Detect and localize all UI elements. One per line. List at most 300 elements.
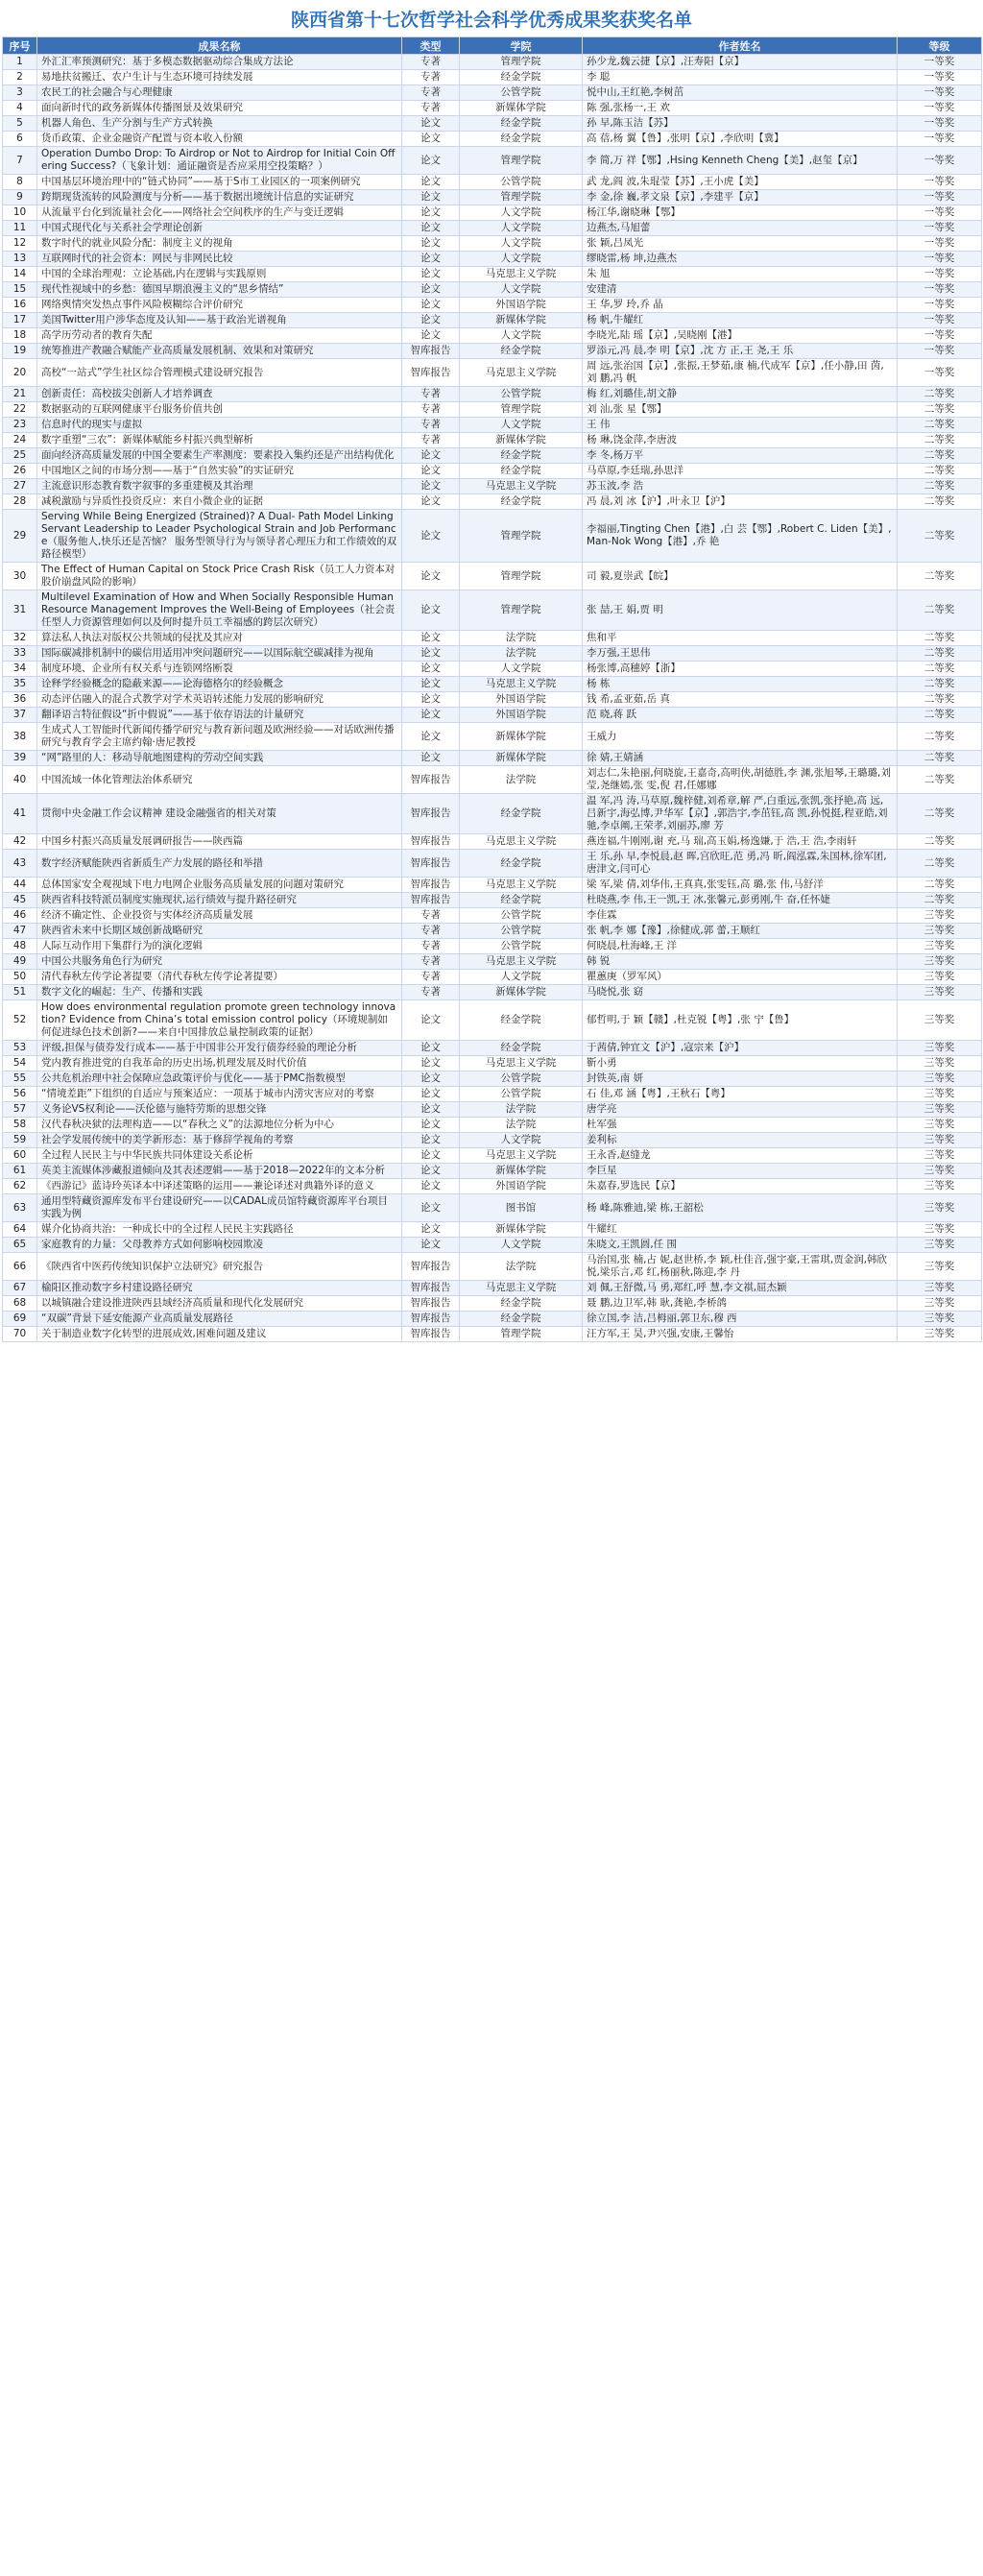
table-row: [3, 252, 982, 267]
cell-college: 人文学院: [460, 1133, 583, 1148]
cell-authors: 李 冬,杨万平: [583, 448, 898, 464]
cell-level: 二等奖: [898, 387, 982, 402]
cell-type: 论文: [402, 298, 460, 313]
cell-index: 33: [3, 646, 37, 662]
cell-title: “网”路里的人：移动导航地图建构的劳动空间实践: [37, 751, 402, 766]
cell-level: 一等奖: [898, 85, 982, 101]
table-row: [3, 1253, 982, 1281]
table-row: [3, 298, 982, 313]
cell-type: 论文: [402, 662, 460, 677]
cell-type: 论文: [402, 510, 460, 563]
table-row: [3, 1133, 982, 1148]
cell-type: 论文: [402, 1071, 460, 1087]
cell-authors: 张 帆,李 娜【豫】,徐健成,郭 蕾,王顺红: [583, 924, 898, 939]
cell-type: 论文: [402, 751, 460, 766]
header-level: 等级: [898, 37, 982, 55]
cell-authors: 靳小勇: [583, 1056, 898, 1071]
table-row: [3, 692, 982, 708]
cell-level: 一等奖: [898, 116, 982, 132]
cell-title: 创新责任：高校拔尖创新人才培养调查: [37, 387, 402, 402]
cell-authors: 何晓晨,杜海峰,王 洋: [583, 939, 898, 954]
cell-authors: 杨 帆,牛耀红: [583, 313, 898, 328]
table-row: [3, 236, 982, 252]
cell-authors: 焦和平: [583, 631, 898, 646]
cell-title: 党内教育推进党的自我革命的历史出场,机理发展及时代价值: [37, 1056, 402, 1071]
cell-level: 三等奖: [898, 1087, 982, 1102]
cell-index: 29: [3, 510, 37, 563]
cell-authors: 王 乐,孙 早,李悦晨,赵 晖,宫欣旺,范 勇,冯 昕,阎泓霖,朱国林,徐军团,唐津文,闫可心: [583, 850, 898, 878]
table-row: [3, 850, 982, 878]
cell-index: 24: [3, 433, 37, 448]
cell-authors: 马草原,李廷瑞,孙思洋: [583, 464, 898, 479]
cell-index: 25: [3, 448, 37, 464]
cell-type: 论文: [402, 1041, 460, 1056]
cell-title: 《陕西省中医药传统知识保护立法研究》研究报告: [37, 1253, 402, 1281]
cell-authors: 杨 琳,饶金萍,李唐波: [583, 433, 898, 448]
cell-college: 新媒体学院: [460, 101, 583, 116]
cell-college: 马克思主义学院: [460, 878, 583, 893]
cell-college: 马克思主义学院: [460, 479, 583, 494]
cell-index: 7: [3, 147, 37, 175]
cell-title: 高学历劳动者的教育失配: [37, 328, 402, 344]
cell-type: 专著: [402, 908, 460, 924]
cell-authors: 唐学亮: [583, 1102, 898, 1118]
table-row: [3, 433, 982, 448]
cell-title: 义务论VS权利论——沃伦德与施特劳斯的思想交锋: [37, 1102, 402, 1118]
cell-level: 一等奖: [898, 359, 982, 387]
cell-college: 人文学院: [460, 662, 583, 677]
cell-type: 智库报告: [402, 1253, 460, 1281]
cell-college: 新媒体学院: [460, 723, 583, 751]
cell-authors: 姜利标: [583, 1133, 898, 1148]
cell-type: 论文: [402, 282, 460, 298]
cell-type: 论文: [402, 132, 460, 147]
cell-authors: 王永香,赵缝龙: [583, 1148, 898, 1164]
cell-college: 经金学院: [460, 116, 583, 132]
table-row: [3, 590, 982, 631]
cell-index: 23: [3, 418, 37, 433]
table-row: [3, 282, 982, 298]
cell-authors: 李 金,徐 巍,孝文泉【京】,李建平【京】: [583, 190, 898, 205]
cell-type: 论文: [402, 1102, 460, 1118]
cell-title: 数字文化的崛起：生产、传播和实践: [37, 985, 402, 1000]
cell-level: 三等奖: [898, 970, 982, 985]
cell-level: 二等奖: [898, 510, 982, 563]
cell-level: 三等奖: [898, 1253, 982, 1281]
cell-title: 评级,担保与债券发行成本——基于中国非公开发行债券经验的理论分析: [37, 1041, 402, 1056]
cell-index: 22: [3, 402, 37, 418]
cell-level: 二等奖: [898, 464, 982, 479]
cell-college: 经金学院: [460, 70, 583, 85]
cell-college: 公管学院: [460, 1087, 583, 1102]
cell-authors: 苏玉波,李 浩: [583, 479, 898, 494]
cell-index: 67: [3, 1281, 37, 1296]
cell-college: 人文学院: [460, 221, 583, 236]
cell-title: 信息时代的现实与虚拟: [37, 418, 402, 433]
cell-type: 专著: [402, 939, 460, 954]
cell-level: 二等奖: [898, 834, 982, 850]
cell-authors: 杨 峰,陈雅迪,梁 栋,王韶松: [583, 1194, 898, 1222]
cell-college: 管理学院: [460, 1327, 583, 1342]
cell-level: 二等奖: [898, 878, 982, 893]
cell-college: 管理学院: [460, 563, 583, 590]
cell-index: 13: [3, 252, 37, 267]
cell-level: 三等奖: [898, 1118, 982, 1133]
cell-level: 一等奖: [898, 190, 982, 205]
cell-level: 三等奖: [898, 1000, 982, 1041]
cell-level: 三等奖: [898, 1281, 982, 1296]
cell-title: 陕西省未来中长期区域创新战略研究: [37, 924, 402, 939]
cell-college: 公管学院: [460, 939, 583, 954]
cell-level: 三等奖: [898, 1238, 982, 1253]
cell-index: 16: [3, 298, 37, 313]
table-row: [3, 751, 982, 766]
cell-authors: 石 佳,邓 涵【粤】,王秋石【粤】: [583, 1087, 898, 1102]
cell-level: 一等奖: [898, 101, 982, 116]
cell-type: 智库报告: [402, 1296, 460, 1312]
cell-title: 数据驱动的互联网健康平台服务价值共创: [37, 402, 402, 418]
table-row: [3, 1194, 982, 1222]
table-row: [3, 85, 982, 101]
table-row: [3, 970, 982, 985]
cell-authors: 安建清: [583, 282, 898, 298]
cell-level: 二等奖: [898, 418, 982, 433]
cell-index: 39: [3, 751, 37, 766]
cell-authors: 杨江华,谢晓琳【鄂】: [583, 205, 898, 221]
cell-level: 三等奖: [898, 924, 982, 939]
cell-level: 三等奖: [898, 1133, 982, 1148]
cell-college: 人文学院: [460, 236, 583, 252]
cell-index: 60: [3, 1148, 37, 1164]
cell-authors: 张 喆,王 娟,贾 明: [583, 590, 898, 631]
cell-type: 专著: [402, 924, 460, 939]
table-row: [3, 834, 982, 850]
cell-college: 马克思主义学院: [460, 677, 583, 692]
cell-college: 经金学院: [460, 464, 583, 479]
cell-authors: 刘志仁,朱艳丽,何晓旋,王嘉奇,高明侠,胡德胜,李 渊,张旭琴,王璐璐,刘 莹,尧继嫣,张 雯,倪 君,任娜娜: [583, 766, 898, 794]
cell-authors: 杜晓燕,李 伟,王一凯,王 冰,张馨元,彭勇刚,牛 奋,任怀婕: [583, 893, 898, 908]
cell-college: 马克思主义学院: [460, 267, 583, 282]
cell-title: 易地扶贫搬迁、农户生计与生态环境可持续发展: [37, 70, 402, 85]
table-row: [3, 893, 982, 908]
cell-index: 31: [3, 590, 37, 631]
cell-index: 55: [3, 1071, 37, 1087]
cell-title: The Effect of Human Capital on Stock Price Crash Risk（员工人力资本对股价崩盘风险的影响）: [37, 563, 402, 590]
cell-title: “情境差距”下组织的自适应与预案适应：一项基于城市内涝灾害应对的考察: [37, 1087, 402, 1102]
cell-title: “双碳”背景下延安能源产业高质量发展路径: [37, 1312, 402, 1327]
cell-index: 68: [3, 1296, 37, 1312]
cell-level: 一等奖: [898, 221, 982, 236]
cell-level: 一等奖: [898, 344, 982, 359]
cell-authors: 徐 婧,王婧涵: [583, 751, 898, 766]
cell-type: 论文: [402, 1164, 460, 1179]
cell-index: 52: [3, 1000, 37, 1041]
cell-authors: 李 简,万 祥【鄂】,Hsing Kenneth Cheng【美】,赵玺【京】: [583, 147, 898, 175]
cell-title: 公共危机治理中社会保障应急政策评价与优化——基于PMC指数模型: [37, 1071, 402, 1087]
cell-title: 中国公共服务角色行为研究: [37, 954, 402, 970]
cell-college: 法学院: [460, 766, 583, 794]
cell-type: 专著: [402, 970, 460, 985]
cell-title: 跨期现货流转的风险测度与分析——基于数据出境统计信息的实证研究: [37, 190, 402, 205]
cell-authors: 刘 汕,张 星【鄂】: [583, 402, 898, 418]
cell-authors: 梅 红,刘璐佳,胡文静: [583, 387, 898, 402]
table-row: [3, 1071, 982, 1087]
table-header-row: [3, 37, 982, 55]
cell-authors: 高 蓓,杨 翼【鲁】,张明【京】,李欣明【冀】: [583, 132, 898, 147]
table-row: [3, 1056, 982, 1071]
cell-college: 法学院: [460, 1118, 583, 1133]
cell-authors: 徐立国,李 洁,吕栂丽,郭卫东,穆 西: [583, 1312, 898, 1327]
cell-college: 新媒体学院: [460, 751, 583, 766]
cell-college: 公管学院: [460, 908, 583, 924]
cell-index: 8: [3, 175, 37, 190]
cell-type: 论文: [402, 252, 460, 267]
cell-authors: 燕连福,牛刚刚,谢 充,马 瑞,高玉娟,杨逸嫌,于 浩,王 浩,李雨轩: [583, 834, 898, 850]
cell-type: 智库报告: [402, 344, 460, 359]
cell-level: 二等奖: [898, 708, 982, 723]
cell-index: 27: [3, 479, 37, 494]
cell-index: 6: [3, 132, 37, 147]
table-row: [3, 924, 982, 939]
cell-type: 论文: [402, 708, 460, 723]
cell-college: 人文学院: [460, 205, 583, 221]
cell-index: 1: [3, 55, 37, 70]
table-row: [3, 267, 982, 282]
cell-authors: 李万强,王思伟: [583, 646, 898, 662]
cell-type: 论文: [402, 464, 460, 479]
cell-authors: 牛耀红: [583, 1222, 898, 1238]
cell-type: 论文: [402, 723, 460, 751]
cell-college: 人文学院: [460, 418, 583, 433]
cell-index: 42: [3, 834, 37, 850]
table-row: [3, 328, 982, 344]
cell-college: 外国语学院: [460, 692, 583, 708]
cell-title: 人际互动作用下集群行为的演化逻辑: [37, 939, 402, 954]
cell-title: 以城镇融合建设推进陕西县域经济高质量和现代化发展研究: [37, 1296, 402, 1312]
cell-index: 9: [3, 190, 37, 205]
cell-authors: 边燕杰,马旭蕾: [583, 221, 898, 236]
cell-index: 66: [3, 1253, 37, 1281]
cell-title: 制度环境、企业所有权关系与连锁网络断裂: [37, 662, 402, 677]
cell-authors: 于茜倩,钟宜文【沪】,寇宗来【沪】: [583, 1041, 898, 1056]
cell-index: 17: [3, 313, 37, 328]
table-row: [3, 479, 982, 494]
cell-title: 通用型特藏资源库发布平台建设研究——以CADAL成员馆特藏资源库平台项目实践为例: [37, 1194, 402, 1222]
cell-level: 三等奖: [898, 1041, 982, 1056]
cell-index: 20: [3, 359, 37, 387]
cell-authors: 司 毅,夏崇武【皖】: [583, 563, 898, 590]
cell-authors: 罗添元,冯 晨,李 明【京】,沈 方 正,王 尧,王 乐: [583, 344, 898, 359]
cell-college: 新媒体学院: [460, 313, 583, 328]
cell-index: 54: [3, 1056, 37, 1071]
cell-type: 论文: [402, 590, 460, 631]
cell-college: 马克思主义学院: [460, 1281, 583, 1296]
cell-college: 新媒体学院: [460, 433, 583, 448]
cell-title: 诠释学经验概念的隐蔽来源——论海德格尔的经验概念: [37, 677, 402, 692]
cell-title: 总体国家安全观视域下电力电网企业服务高质量发展的问题对策研究: [37, 878, 402, 893]
cell-index: 62: [3, 1179, 37, 1194]
cell-title: 现代性视域中的乡愁：德国早期浪漫主义的“思乡情结”: [37, 282, 402, 298]
cell-level: 一等奖: [898, 236, 982, 252]
cell-authors: 张 颖,吕凤光: [583, 236, 898, 252]
cell-title: Serving While Being Energized (Strained)? A Dual- Path Model Linking Servant Leadership to Leader Psychological Strain and Job Performance（服务他人,快乐还是苦恼？ 服务型领导行为与领导者心理压力和工作绩效的双路径模型）: [37, 510, 402, 563]
cell-college: 法学院: [460, 631, 583, 646]
cell-type: 论文: [402, 1238, 460, 1253]
cell-level: 二等奖: [898, 494, 982, 510]
cell-type: 论文: [402, 1148, 460, 1164]
cell-level: 二等奖: [898, 402, 982, 418]
cell-college: 新媒体学院: [460, 1222, 583, 1238]
cell-index: 53: [3, 1041, 37, 1056]
table-row: [3, 985, 982, 1000]
cell-title: 经济不确定性、企业投资与实体经济高质量发展: [37, 908, 402, 924]
cell-index: 40: [3, 766, 37, 794]
cell-level: 二等奖: [898, 850, 982, 878]
cell-level: 二等奖: [898, 692, 982, 708]
header-college: 学院: [460, 37, 583, 55]
cell-college: 外国语学院: [460, 708, 583, 723]
table-row: [3, 708, 982, 723]
cell-type: 论文: [402, 190, 460, 205]
awards-table: [2, 36, 982, 1342]
cell-college: 法学院: [460, 646, 583, 662]
cell-college: 人文学院: [460, 252, 583, 267]
cell-college: 管理学院: [460, 147, 583, 175]
cell-level: 三等奖: [898, 1222, 982, 1238]
cell-title: 美国Twitter用户涉华态度及认知——基于政治光谱视角: [37, 313, 402, 328]
cell-type: 智库报告: [402, 359, 460, 387]
header-index: 序号: [3, 37, 37, 55]
cell-title: 减税激励与异质性投资反应：来自小微企业的证据: [37, 494, 402, 510]
cell-authors: 李佳霖: [583, 908, 898, 924]
cell-level: 三等奖: [898, 1179, 982, 1194]
cell-index: 5: [3, 116, 37, 132]
cell-type: 论文: [402, 147, 460, 175]
cell-type: 论文: [402, 205, 460, 221]
cell-type: 论文: [402, 236, 460, 252]
cell-level: 一等奖: [898, 328, 982, 344]
cell-college: 人文学院: [460, 1238, 583, 1253]
cell-type: 论文: [402, 448, 460, 464]
table-row: [3, 205, 982, 221]
cell-college: 经金学院: [460, 850, 583, 878]
table-row: [3, 878, 982, 893]
cell-title: 数字时代的就业风险分配：制度主义的视角: [37, 236, 402, 252]
cell-index: 15: [3, 282, 37, 298]
cell-college: 外国语学院: [460, 298, 583, 313]
cell-level: 三等奖: [898, 908, 982, 924]
cell-title: 面向新时代的政务新媒体传播图景及效果研究: [37, 101, 402, 116]
cell-level: 三等奖: [898, 1312, 982, 1327]
cell-type: 专著: [402, 387, 460, 402]
table-row: [3, 1164, 982, 1179]
cell-title: 关于制造业数字化转型的进展成效,困难问题及建议: [37, 1327, 402, 1342]
cell-title: Operation Dumbo Drop: To Airdrop or Not to Airdrop for Initial Coin Offering Success?（飞象计划：通证融资是否应采用空投策略？）: [37, 147, 402, 175]
cell-index: 50: [3, 970, 37, 985]
cell-level: 二等奖: [898, 723, 982, 751]
cell-index: 70: [3, 1327, 37, 1342]
cell-type: 智库报告: [402, 794, 460, 834]
cell-level: 二等奖: [898, 662, 982, 677]
cell-college: 经金学院: [460, 1000, 583, 1041]
cell-type: 论文: [402, 692, 460, 708]
cell-level: 二等奖: [898, 751, 982, 766]
cell-index: 41: [3, 794, 37, 834]
cell-type: 论文: [402, 1133, 460, 1148]
cell-authors: 杨张博,高穗婷【浙】: [583, 662, 898, 677]
header-title: 成果名称: [37, 37, 402, 55]
page-title: 陕西省第十七次哲学社会科学优秀成果奖获奖名单: [290, 10, 692, 31]
cell-type: 智库报告: [402, 850, 460, 878]
cell-type: 论文: [402, 313, 460, 328]
cell-index: 69: [3, 1312, 37, 1327]
cell-level: 一等奖: [898, 70, 982, 85]
cell-title: 从流量平台化到流量社会化——网络社会空间秩序的生产与变迁逻辑: [37, 205, 402, 221]
cell-index: 64: [3, 1222, 37, 1238]
cell-authors: 封铁英,南 妍: [583, 1071, 898, 1087]
cell-title: 网络舆情突发热点事件风险模糊综合评价研究: [37, 298, 402, 313]
cell-type: 专著: [402, 101, 460, 116]
cell-level: 一等奖: [898, 147, 982, 175]
cell-title: 算法私人执法对版权公共领域的侵扰及其应对: [37, 631, 402, 646]
cell-title: 中国地区之间的市场分割——基于“自然实验”的实证研究: [37, 464, 402, 479]
table-row: [3, 1102, 982, 1118]
cell-level: 三等奖: [898, 1102, 982, 1118]
table-row: [3, 147, 982, 175]
cell-index: 59: [3, 1133, 37, 1148]
cell-title: 机器人角色、生产分割与生产方式转换: [37, 116, 402, 132]
table-row: [3, 1296, 982, 1312]
cell-title: 外汇汇率预测研究：基于多模态数据驱动综合集成方法论: [37, 55, 402, 70]
cell-title: 全过程人民民主与中华民族共同体建设关系论析: [37, 1148, 402, 1164]
cell-level: 二等奖: [898, 590, 982, 631]
cell-title: 中国式现代化与关系社会学理论创新: [37, 221, 402, 236]
cell-college: 公管学院: [460, 1071, 583, 1087]
cell-title: 动态评估融入的混合式教学对学术英语转述能力发展的影响研究: [37, 692, 402, 708]
table-row: [3, 954, 982, 970]
cell-index: 14: [3, 267, 37, 282]
cell-index: 3: [3, 85, 37, 101]
cell-college: 人文学院: [460, 328, 583, 344]
cell-authors: 悦中山,王红艳,李树茁: [583, 85, 898, 101]
cell-authors: 孙 早,陈玉洁【苏】: [583, 116, 898, 132]
cell-type: 论文: [402, 1118, 460, 1133]
cell-title: 《西游记》蓝诗玲英译本中译述策略的运用——兼论译述对典籍外译的意义: [37, 1179, 402, 1194]
cell-type: 专著: [402, 985, 460, 1000]
cell-college: 马克思主义学院: [460, 1056, 583, 1071]
table-row: [3, 190, 982, 205]
cell-level: 一等奖: [898, 252, 982, 267]
cell-title: 家庭教育的力量：父母教养方式如何影响校园欺凌: [37, 1238, 402, 1253]
cell-authors: 朱 旭: [583, 267, 898, 282]
cell-college: 新媒体学院: [460, 985, 583, 1000]
cell-index: 48: [3, 939, 37, 954]
table-row: [3, 766, 982, 794]
cell-type: 论文: [402, 677, 460, 692]
table-row: [3, 563, 982, 590]
cell-level: 三等奖: [898, 1071, 982, 1087]
cell-type: 论文: [402, 631, 460, 646]
table-row: [3, 175, 982, 190]
cell-type: 专著: [402, 402, 460, 418]
cell-authors: 王 伟: [583, 418, 898, 433]
table-row: [3, 101, 982, 116]
cell-index: 49: [3, 954, 37, 970]
cell-title: How does environmental regulation promote green technology innovation? Evidence from China’s total emission control policy（环境规制如何促进绿色技术创新?——来自中国排放总量控制政策的证据）: [37, 1000, 402, 1041]
table-row: [3, 662, 982, 677]
cell-index: 28: [3, 494, 37, 510]
cell-college: 公管学院: [460, 175, 583, 190]
